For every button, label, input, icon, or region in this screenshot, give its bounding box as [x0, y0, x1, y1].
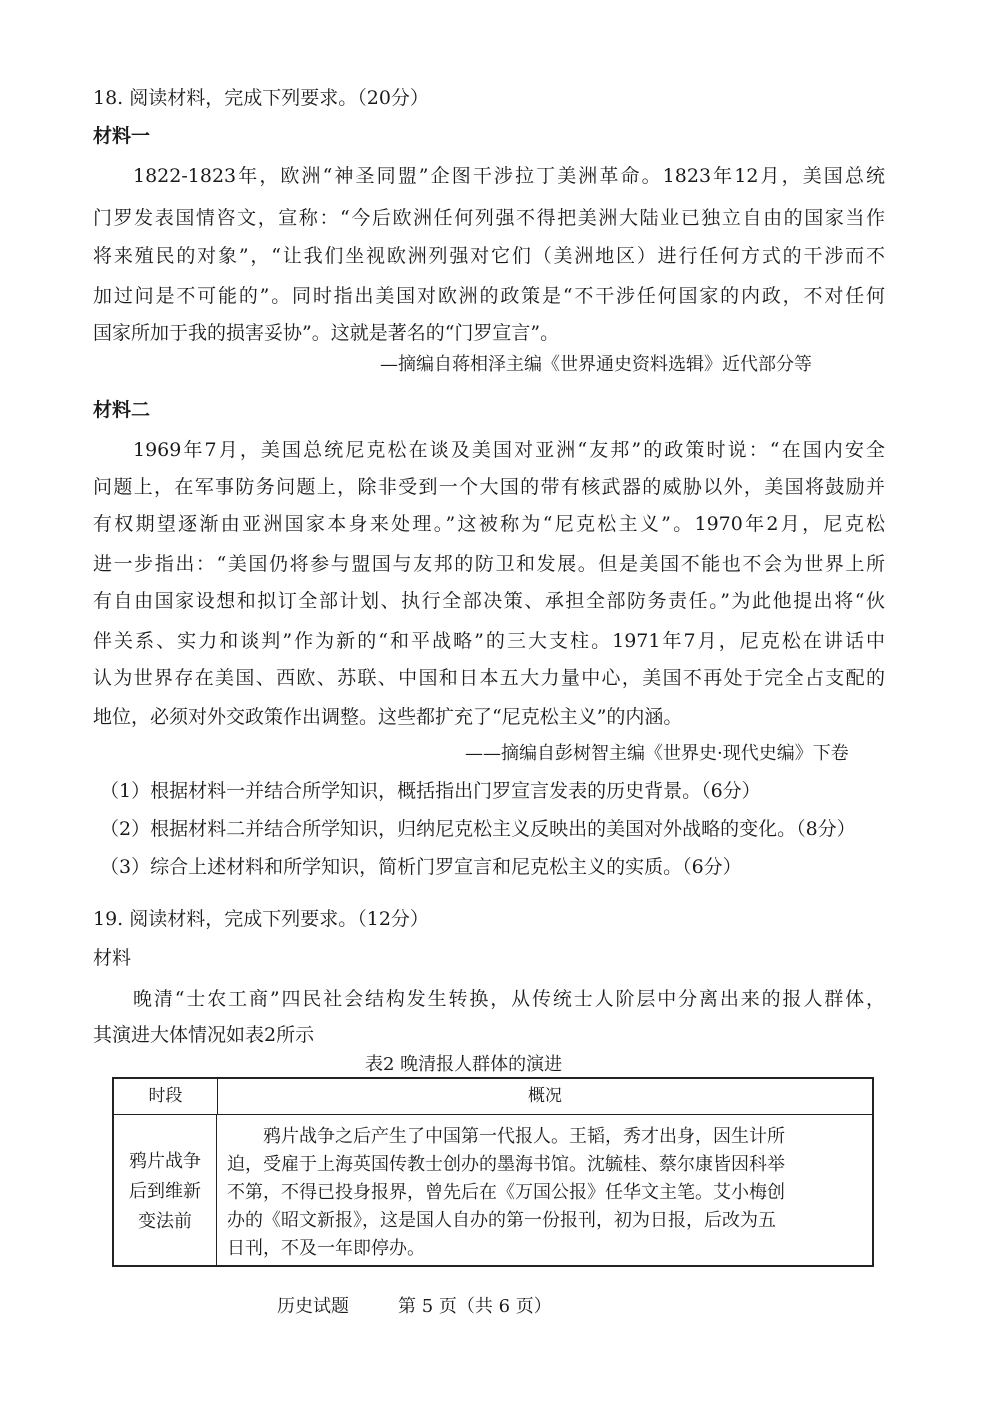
footer-subject: 历史试题: [277, 1296, 349, 1317]
evolution-table: [112, 1077, 874, 1267]
q18-m1-source: —摘编自蒋相泽主编《世界通史资料选辑》近代部分等: [380, 354, 812, 375]
footer-page-number: 第 5 页（共 6 页）: [398, 1296, 552, 1317]
q18-m2-line: 认为世界存在美国、西欧、苏联、中国和日本五大力量中心，美国不再处于完全占支配的: [93, 667, 885, 689]
table-caption: 表2 晚清报人群体的演进: [365, 1054, 563, 1075]
q18-m2-line: 1969年7月，美国总统尼克松在谈及美国对亚洲“友邦”的政策时说：“在国内安全: [133, 439, 885, 461]
q18-m2-source: ——摘编自彭树智主编《世界史·现代史编》下卷: [465, 743, 849, 764]
q18-m2-line: 有权期望逐渐由亚洲国家本身来处理。”这被称为“尼克松主义”。1970年2月，尼克松: [93, 513, 885, 535]
q19-line: 晚清“士农工商”四民社会结构发生转换，从传统士人阶层中分离出来的报人群体，: [133, 988, 885, 1010]
q18-question-2: （2）根据材料二并结合所学知识，归纳尼克松主义反映出的美国对外战略的变化。（8分）: [100, 818, 856, 840]
summary-line: 办的《昭文新报》，这是国人自办的第一份报刊，初为日报，后改为五: [227, 1210, 776, 1231]
q18-m1-line: 加过问是不可能的”。同时指出美国对欧洲的政策是“不干涉任何国家的内政，不对任何: [93, 285, 885, 307]
period-line: 后到维新: [129, 1181, 201, 1202]
summary-line: 日刊，不及一年即停办。: [227, 1238, 425, 1259]
period-line: 变法前: [138, 1211, 192, 1232]
q18-material2-heading: 材料二: [93, 399, 151, 421]
q18-material1-heading: 材料一: [93, 125, 151, 147]
table-row: [114, 1115, 872, 1265]
q18-m2-line: 伴关系、实力和谈判”作为新的“和平战略”的三大支柱。1971年7月，尼克松在讲话中: [93, 630, 885, 652]
table-header-period: 时段: [114, 1079, 218, 1114]
summary-line: 不第，不得已投身报界，曾先后在《万国公报》任华文主笔。艾小梅创: [227, 1182, 785, 1203]
table-cell-summary: [217, 1115, 872, 1265]
summary-line: 鸦片战争之后产生了中国第一代报人。王韬，秀才出身，因生计所: [263, 1126, 785, 1147]
q18-title: 18. 阅读材料，完成下列要求。（20分）: [93, 87, 429, 109]
q18-m2-line: 地位，必须对外交政策作出调整。这些都扩充了“尼克松主义”的内涵。: [93, 706, 683, 728]
q18-question-3: （3）综合上述材料和所学知识，简析门罗宣言和尼克松主义的实质。（6分）: [100, 856, 742, 878]
summary-line: 迫，受雇于上海英国传教士创办的墨海书馆。沈毓桂、蔡尔康皆因科举: [227, 1154, 785, 1175]
q18-m1-line: 国家所加于我的损害妥协”。这就是著名的“门罗宣言”。: [93, 322, 560, 344]
q18-m2-line: 进一步指出：“美国仍将参与盟国与友邦的防卫和发展。但是美国不能也不会为世界上所: [93, 553, 885, 575]
table-header-summary: 概况: [528, 1086, 562, 1106]
q19-material-heading: 材料: [93, 947, 132, 969]
q18-m1-line: 将来殖民的对象”，“让我们坐视欧洲列强对它们（美洲地区）进行任何方式的干涉而不: [93, 245, 885, 267]
q18-m2-line: 问题上，在军事防务问题上，除非受到一个大国的带有核武器的威胁以外，美国将鼓励并: [93, 476, 885, 498]
q18-question-1: （1）根据材料一并结合所学知识，概括指出门罗宣言发表的历史背景。（6分）: [100, 780, 761, 802]
q19-line: 其演进大体情况如表2所示: [93, 1024, 315, 1046]
table-cell-period: [114, 1115, 217, 1265]
q18-m2-line: 有自由国家设想和拟订全部计划、执行全部决策、承担全部防务责任。”为此他提出将“伙: [93, 590, 885, 612]
q18-m1-line: 门罗发表国情咨文，宣称：“今后欧洲任何列强不得把美洲大陆业已独立自由的国家当作: [93, 207, 885, 229]
q19-title: 19. 阅读材料，完成下列要求。（12分）: [93, 908, 429, 930]
q18-m1-line: 1822-1823年，欧洲“神圣同盟”企图干涉拉丁美洲革命。1823年12月，美国总统: [133, 165, 885, 187]
period-line: 鸦片战争: [129, 1151, 201, 1172]
table-header-row: [114, 1079, 872, 1115]
